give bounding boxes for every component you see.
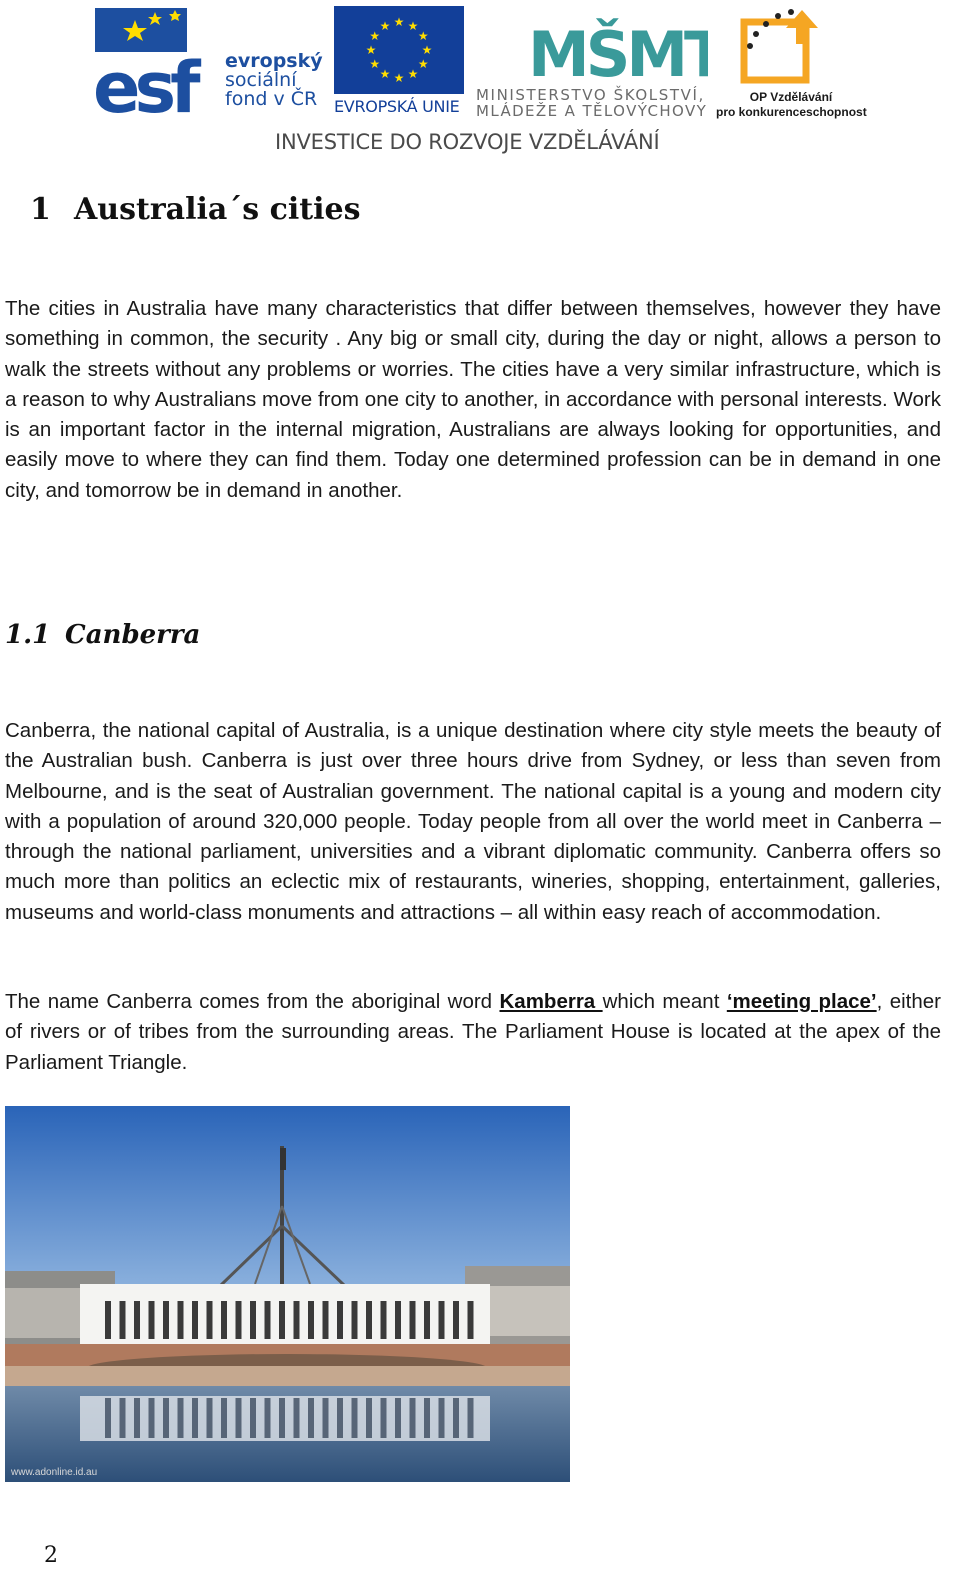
building-column [323, 1301, 329, 1339]
building-column [105, 1301, 111, 1339]
column-reflection [439, 1398, 445, 1438]
building-column [468, 1301, 474, 1339]
eu-star-icon: ★ [393, 71, 405, 85]
msmt-line2: MLÁDEŽE A TĚLOVÝCHOVY [476, 102, 708, 120]
canberra-paragraph-1: Canberra, the national capital of Australia, is a unique destination where city style meets the beauty of the Australian bush. Canberra is just over three hours drive from Sydney, or less than seven from Melbourne, and is the seat of Australian government. The national capital is a young and modern city with a population of around 320,000 people. Today people from all over the world meet in Canberra – through the national parliament, universities and a vibrant diplomatic community. Canberra offers so much more than politics an eclectic mix of restaurants, wineries, shopping, entertainment, galleries, museums and world-class monuments and attractions – all within easy reach of accommodation. [5, 719, 941, 924]
op-line2: pro konkurenceschopnost [716, 105, 867, 119]
svg-text:MŠMT: MŠMT [528, 18, 708, 84]
keyword-kamberra: Kamberra [499, 990, 603, 1013]
building-column [279, 1301, 285, 1339]
eu-star-icon: ★ [407, 67, 419, 82]
eu-star-icon: ★ [379, 67, 391, 82]
building-column [352, 1301, 358, 1339]
column-reflection [149, 1398, 155, 1438]
eu-star-icon: ★ [407, 18, 419, 33]
eu-star-icon: ★ [379, 18, 391, 33]
subsection-title: Canberra [65, 620, 201, 650]
column-reflection [453, 1398, 459, 1438]
building-column [250, 1301, 256, 1339]
building-column [163, 1301, 169, 1339]
building-column [439, 1301, 445, 1339]
column-reflection [178, 1398, 184, 1438]
paragraph-text: , either of rivers or of tribes from the surrounding areas. The Parliament House is located at the apex of the Parliament Triangle. [5, 990, 942, 1074]
svg-text:esf: esf [95, 47, 195, 116]
eu-star-icon: ★ [369, 29, 381, 43]
section-heading [30, 192, 361, 227]
paragraph-text: The name Canberra comes from the aboriginal word [5, 990, 500, 1013]
building-column [395, 1301, 401, 1339]
column-reflection [163, 1398, 169, 1438]
column-reflection [192, 1398, 198, 1438]
column-reflection [120, 1398, 126, 1438]
page-number: 2 [44, 1543, 58, 1568]
column-reflection [207, 1398, 213, 1438]
column-reflection [381, 1398, 387, 1438]
esf-line3: fond v ČR [225, 88, 318, 110]
paragraph-text: which meant [602, 990, 727, 1013]
section-paragraph: The cities in Australia have many characteristics that differ between themselves, however they have something in common, the security . Any big or small city, during the day or night, allows a person to walk the streets without any problems or worries. The cities have a very similar infrastructure, which is a reason to why Australians move from one city to another, in accordance with personal interests. Work is an important factor in the internal migration, Australians are always looking for opportunities, and easily move to where they can find them. Today one determined profession can be in demand in one city, and tomorrow be in demand in another. [5, 297, 941, 502]
eu-star-icon: ★ [421, 43, 433, 57]
eu-logo [334, 6, 464, 114]
section-title: Australia´s cities [74, 192, 361, 227]
esf-line1: evropský [225, 50, 323, 72]
column-reflection [410, 1398, 416, 1438]
subsection-number: 1.1 [5, 620, 51, 650]
op-line1: OP Vzdělávání [749, 90, 833, 104]
msmt-logo [476, 4, 708, 120]
column-reflection [352, 1398, 358, 1438]
column-reflection [323, 1398, 329, 1438]
keyword-meeting-place: ‘meeting place’ [726, 990, 877, 1013]
column-reflection [395, 1398, 401, 1438]
building-column [294, 1301, 300, 1339]
eu-star-icon: ★ [365, 43, 377, 57]
building-column [120, 1301, 126, 1339]
eu-star-icon: ★ [417, 29, 429, 43]
building-column [207, 1301, 213, 1339]
photo-watermark: www.adonline.id.au [11, 1467, 98, 1478]
building-column [337, 1301, 343, 1339]
eu-flag [334, 6, 464, 94]
column-reflection [337, 1398, 343, 1438]
eu-star-icon: ★ [369, 57, 381, 71]
building-column [134, 1301, 140, 1339]
column-reflection [366, 1398, 372, 1438]
header-tagline: INVESTICE DO ROZVOJE VZDĚLÁVÁNÍ [275, 130, 660, 154]
building-column [424, 1301, 430, 1339]
esf-logo [95, 8, 323, 116]
column-reflection [250, 1398, 256, 1438]
column-reflection [134, 1398, 140, 1438]
column-reflection [424, 1398, 430, 1438]
section-number: 1 [30, 192, 51, 227]
eu-caption: EVROPSKÁ UNIE [334, 97, 460, 116]
building-column [192, 1301, 198, 1339]
eu-star-icon: ★ [417, 57, 429, 71]
building-column [410, 1301, 416, 1339]
canberra-paragraph-2 [5, 987, 941, 1078]
building-column [236, 1301, 242, 1339]
column-reflection [279, 1398, 285, 1438]
column-reflection [105, 1398, 111, 1438]
parliament-house-photo [5, 1106, 570, 1482]
op-logo [716, 4, 867, 119]
building-column [366, 1301, 372, 1339]
subsection-heading [5, 620, 200, 650]
building-column [381, 1301, 387, 1339]
column-reflection [308, 1398, 314, 1438]
building-column [453, 1301, 459, 1339]
eu-star-icon: ★ [393, 15, 405, 29]
column-reflection [468, 1398, 474, 1438]
msmt-line1: MINISTERSTVO ŠKOLSTVÍ, [476, 86, 705, 104]
building-column [308, 1301, 314, 1339]
building-column [221, 1301, 227, 1339]
building-column [265, 1301, 271, 1339]
building-column [149, 1301, 155, 1339]
column-reflection [221, 1398, 227, 1438]
esf-line2: sociální [225, 69, 297, 91]
column-reflection [294, 1398, 300, 1438]
column-reflection [265, 1398, 271, 1438]
column-reflection [236, 1398, 242, 1438]
building-column [178, 1301, 184, 1339]
